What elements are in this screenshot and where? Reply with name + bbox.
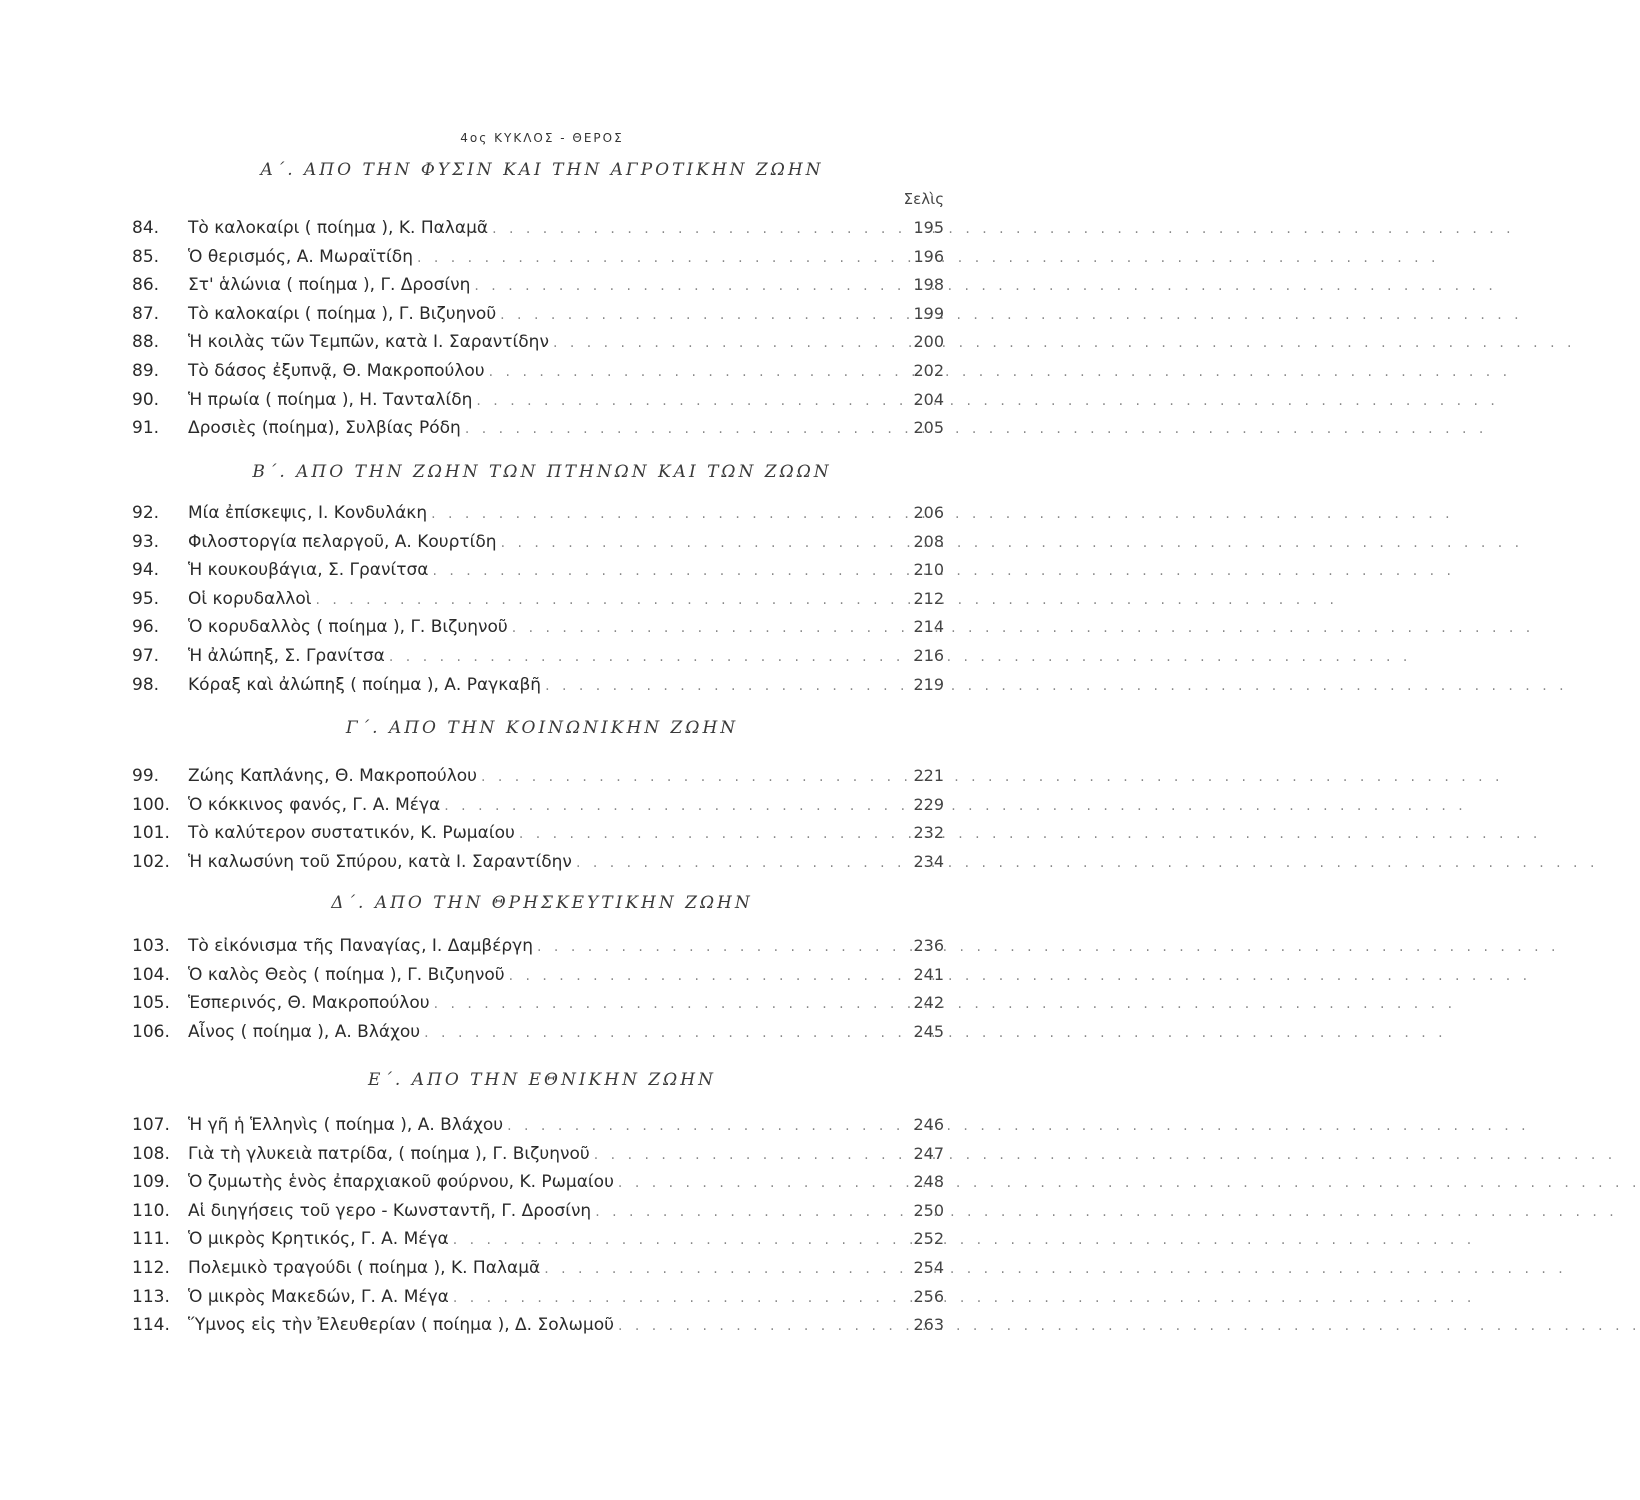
toc-entry: [132, 215, 944, 241]
entry-page: 219: [913, 674, 944, 694]
entry-number: 113.: [132, 1286, 170, 1307]
entry-number: 92.: [132, 503, 160, 523]
entry-page: 208: [913, 531, 944, 551]
toc-entry: [132, 272, 944, 298]
entry-number: 89.: [132, 361, 160, 381]
entry-number: 105.: [132, 993, 170, 1014]
entry-page: 250: [913, 1200, 944, 1220]
dot-leader: [537, 934, 900, 960]
entry-title: Αἱ διηγήσεις τοῦ γερο - Κωνσταντῆ, Γ. Δροσίνη: [188, 1200, 592, 1221]
toc-entry: [132, 500, 944, 526]
entry-title: Ἡ ἀλώπηξ, Σ. Γρανίτσα: [188, 646, 385, 666]
dot-leader: [501, 530, 900, 556]
entry-page: 200: [913, 332, 944, 352]
toc-entry: [132, 387, 944, 413]
entry-number: 97.: [132, 646, 160, 666]
entry-page: 212: [913, 588, 944, 608]
section-title: Γ΄. ΑΠΟ ΤΗΝ ΚΟΙΝΩΝΙΚΗΝ ΖΩΗΝ: [345, 718, 739, 738]
toc-entry: [132, 415, 944, 441]
dot-leader: [618, 1313, 900, 1339]
entry-page: 263: [913, 1315, 944, 1335]
dot-leader: [594, 1142, 900, 1168]
dot-leader: [509, 963, 900, 989]
entry-number: 110.: [132, 1200, 170, 1221]
toc-entry: [132, 358, 944, 384]
entry-page: 198: [913, 275, 944, 295]
entry-title: Ἡ καλωσύνη τοῦ Σπύρου, κατὰ Ι. Σαραντίδην: [188, 851, 572, 872]
entry-title: Ἡ κοιλὰς τῶν Τεμπῶν, κατὰ Ι. Σαραντίδην: [188, 332, 549, 353]
entry-page: 199: [913, 303, 944, 323]
entry-title: Τὸ καλοκαίρι ( ποίημα ), Κ. Παλαμᾶ: [188, 218, 489, 238]
entry-title: Ὁ ζυμωτὴς ἑνὸς ἐπαρχιακοῦ φούρνου, Κ. Ρωμαίου: [188, 1172, 614, 1193]
dot-leader: [500, 302, 900, 328]
dot-leader: [492, 216, 900, 242]
entry-number: 112.: [132, 1258, 170, 1278]
entry-number: 111.: [132, 1229, 170, 1250]
entry-page: 229: [913, 794, 944, 814]
entry-number: 90.: [132, 389, 160, 410]
dot-leader: [489, 359, 900, 385]
entry-title: Ὁ κόκκινος φανός, Γ. Α. Μέγα: [188, 794, 441, 815]
entry-title: Τὸ δάσος ἐξυπνᾷ, Θ. Μακροπούλου: [188, 361, 485, 381]
dot-leader: [474, 273, 900, 299]
toc-entry: [132, 329, 944, 355]
entry-title: Πολεμικὸ τραγούδι ( ποίημα ), Κ. Παλαμᾶ: [188, 1258, 541, 1278]
entry-title: Ὁ κορυδαλλὸς ( ποίημα ), Γ. Βιζυηνοῦ: [188, 617, 508, 638]
section-title: Δ΄. ΑΠΟ ΤΗΝ ΘΡΗΣΚΕΥΤΙΚΗΝ ΖΩΗΝ: [331, 893, 753, 913]
entry-page: 248: [913, 1172, 944, 1192]
section-title: Α΄. ΑΠΟ ΤΗΝ ΦΥΣΙΝ ΚΑΙ ΤΗΝ ΑΓΡΟΤΙΚΗΝ ΖΩΗΝ: [260, 160, 824, 180]
entry-number: 86.: [132, 275, 160, 296]
entry-page: 246: [913, 1115, 944, 1134]
section-title: Ε΄. ΑΠΟ ΤΗΝ ΕΘΝΙΚΗΝ ΖΩΗΝ: [368, 1070, 716, 1090]
dot-leader: [424, 1020, 900, 1046]
entry-title: Ἡ γῆ ἡ Ἑλληνὶς ( ποίημα ), Α. Βλάχου: [188, 1115, 504, 1135]
toc-entry: [132, 1112, 944, 1138]
toc-entry: [132, 990, 944, 1016]
dot-leader: [315, 587, 900, 613]
toc-entry: [132, 1141, 944, 1167]
entry-page: 221: [913, 766, 944, 785]
dot-leader: [544, 1256, 900, 1282]
dot-leader: [389, 644, 900, 670]
entry-page: 256: [913, 1286, 944, 1306]
dot-leader: [432, 558, 900, 584]
entry-number: 114.: [132, 1315, 170, 1336]
dot-leader: [434, 991, 900, 1017]
entry-title: Δροσιὲς (ποίημα), Συλβίας Ρόδη: [188, 418, 461, 439]
entry-title: Ὁ μικρὸς Κρητικός, Γ. Α. Μέγα: [188, 1229, 449, 1250]
entry-page: 205: [913, 418, 944, 438]
entry-title: Ὁ καλὸς Θεὸς ( ποίημα ), Γ. Βιζυηνοῦ: [188, 964, 505, 985]
toc-entry: [132, 792, 944, 818]
dot-leader: [431, 501, 900, 527]
entry-title: Τὸ καλύτερον συστατικόν, Κ. Ρωμαίου: [188, 823, 515, 844]
toc-entry: [132, 763, 944, 789]
page-column-label: Σελὶς: [903, 190, 944, 208]
dot-leader: [595, 1199, 900, 1225]
entry-title: Οἱ κορυδαλλοὶ: [188, 588, 312, 609]
section-title: Β΄. ΑΠΟ ΤΗΝ ΖΩΗΝ ΤΩΝ ΠΤΗΝΩΝ ΚΑΙ ΤΩΝ ΖΩΩΝ: [252, 462, 832, 482]
entry-page: 195: [913, 218, 944, 237]
entry-page: 204: [913, 389, 944, 409]
dot-leader: [453, 1227, 900, 1253]
toc-entry: [132, 1226, 944, 1252]
entry-number: 93.: [132, 531, 160, 552]
entry-number: 103.: [132, 936, 170, 956]
entry-title: Κόραξ καὶ ἀλώπηξ ( ποίημα ), Α. Ραγκαβῆ: [188, 674, 542, 695]
entry-number: 94.: [132, 560, 160, 581]
dot-leader: [507, 1113, 900, 1139]
entry-page: 234: [913, 851, 944, 871]
entry-title: Τὸ εἰκόνισμα τῆς Παναγίας, Ι. Δαμβέργη: [188, 936, 534, 956]
entry-number: 96.: [132, 617, 160, 638]
entry-page: 232: [913, 823, 944, 843]
entry-page: 254: [913, 1258, 944, 1277]
entry-number: 88.: [132, 332, 160, 353]
entry-title: Ζώης Καπλάνης, Θ. Μακροπούλου: [188, 766, 477, 786]
entry-number: 98.: [132, 674, 160, 695]
dot-leader: [519, 821, 900, 847]
entry-title: Ὁ μικρὸς Μακεδών, Γ. Α. Μέγα: [188, 1286, 449, 1307]
entry-number: 102.: [132, 851, 170, 872]
toc-entry: [132, 1169, 944, 1195]
entry-number: 109.: [132, 1172, 170, 1193]
toc-entry: [132, 820, 944, 846]
dot-leader: [618, 1170, 900, 1196]
entry-page: 245: [913, 1021, 944, 1041]
entry-page: 242: [913, 993, 944, 1013]
entry-number: 91.: [132, 418, 160, 439]
toc-entry: [132, 672, 944, 698]
toc-entry: [132, 1255, 944, 1281]
toc-entry: [132, 643, 944, 669]
entry-page: 252: [913, 1229, 944, 1249]
entry-page: 210: [913, 560, 944, 580]
dot-leader: [576, 850, 900, 876]
entry-number: 104.: [132, 964, 170, 985]
entry-title: Αἶνος ( ποίημα ), Α. Βλάχου: [188, 1021, 421, 1042]
toc-entry: [132, 244, 944, 270]
cycle-header: 4ος ΚΥΚΛΟΣ - ΘΕΡΟΣ: [460, 131, 624, 145]
entry-title: Γιὰ τὴ γλυκειὰ πατρίδα, ( ποίημα ), Γ. Βιζυηνοῦ: [188, 1143, 590, 1164]
toc-entry: [132, 1019, 944, 1045]
entry-title: Ὕμνος εἰς τὴν Ἐλευθερίαν ( ποίημα ), Δ. Σολωμοῦ: [188, 1315, 614, 1336]
toc-entry: [132, 962, 944, 988]
toc-entry: [132, 529, 944, 555]
toc-entry: [132, 614, 944, 640]
entry-title: Φιλοστοργία πελαργοῦ, Α. Κουρτίδη: [188, 531, 497, 552]
entry-title: Στ' ἁλώνια ( ποίημα ), Γ. Δροσίνη: [188, 275, 471, 296]
dot-leader: [545, 673, 900, 699]
entry-page: 241: [913, 964, 944, 984]
entry-title: Ὁ θερισμός, Α. Μωραϊτίδη: [188, 246, 413, 267]
entry-page: 206: [913, 503, 944, 522]
dot-leader: [444, 793, 900, 819]
toc-entry: [132, 1284, 944, 1310]
entry-number: 85.: [132, 246, 160, 267]
entry-number: 107.: [132, 1115, 170, 1135]
toc-entry: [132, 586, 944, 612]
entry-number: 87.: [132, 303, 160, 324]
toc-entry: [132, 1198, 944, 1224]
entry-number: 100.: [132, 794, 170, 815]
dot-leader: [453, 1285, 900, 1311]
entry-number: 108.: [132, 1143, 170, 1164]
dot-leader: [476, 388, 900, 414]
dot-leader: [417, 245, 900, 271]
dot-leader: [481, 764, 900, 790]
dot-leader: [465, 416, 900, 442]
toc-entry: [132, 557, 944, 583]
entry-page: 196: [913, 246, 944, 266]
entry-page: 202: [913, 361, 944, 380]
dot-leader: [512, 615, 900, 641]
toc-entry: [132, 933, 944, 959]
entry-number: 95.: [132, 588, 160, 609]
entry-number: 106.: [132, 1021, 170, 1042]
entry-page: 247: [913, 1143, 944, 1163]
entry-title: Ἡ κουκουβάγια, Σ. Γρανίτσα: [188, 560, 429, 581]
dot-leader: [553, 330, 900, 356]
entry-title: Ἑσπερινός, Θ. Μακροπούλου: [188, 993, 430, 1014]
entry-title: Μία ἐπίσκεψις, Ι. Κονδυλάκη: [188, 503, 428, 523]
entry-title: Ἡ πρωία ( ποίημα ), Η. Τανταλίδη: [188, 389, 473, 410]
entry-number: 99.: [132, 766, 160, 786]
toc-entry: [132, 1312, 944, 1338]
entry-number: 84.: [132, 218, 160, 238]
entry-title: Τὸ καλοκαίρι ( ποίημα ), Γ. Βιζυηνοῦ: [188, 303, 497, 324]
toc-entry: [132, 849, 944, 875]
toc-entry: [132, 301, 944, 327]
entry-page: 236: [913, 936, 944, 955]
entry-page: 216: [913, 646, 944, 665]
entry-number: 101.: [132, 823, 170, 844]
entry-page: 214: [913, 617, 944, 637]
